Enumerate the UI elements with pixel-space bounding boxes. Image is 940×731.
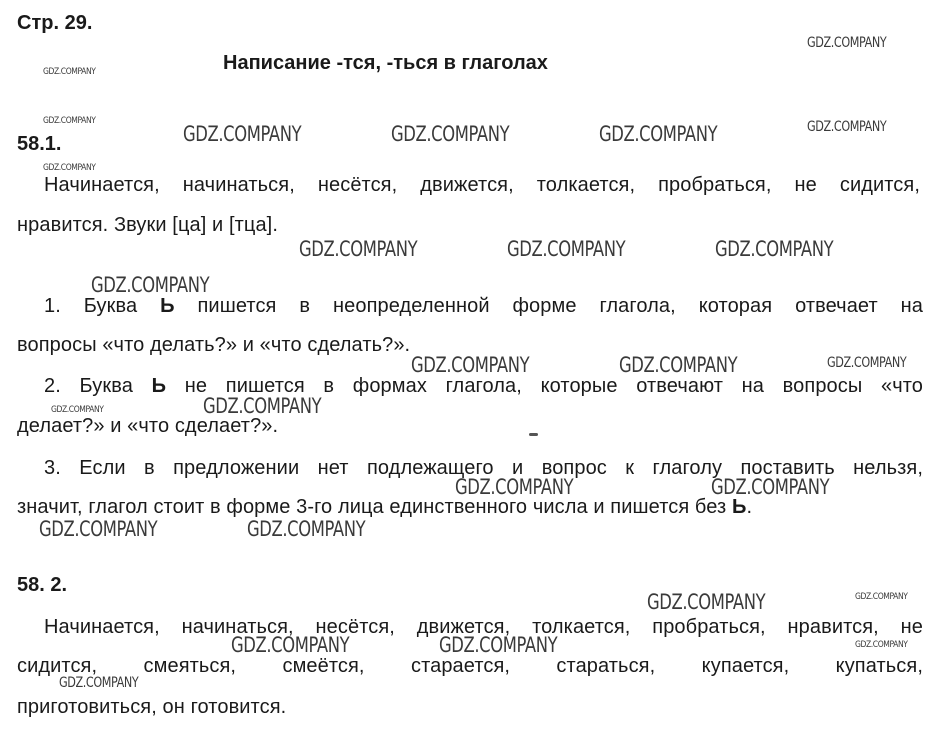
watermark: GDZ.COMPANY <box>807 35 887 51</box>
exercise-number-58-1: 58.1. <box>17 133 62 155</box>
watermark: GDZ.COMPANY <box>43 116 96 126</box>
watermark: GDZ.COMPANY <box>715 237 834 261</box>
rule-2-line-2: делает?» и «что сделает?». <box>17 415 279 437</box>
watermark: GDZ.COMPANY <box>391 122 510 146</box>
rule-1-line-1: 1. Буква Ь пишется в неопределенной форме глагола, которая отвечает на <box>44 295 923 317</box>
watermark: GDZ.COMPANY <box>203 394 322 418</box>
watermark: GDZ.COMPANY <box>183 122 302 146</box>
watermark: GDZ.COMPANY <box>855 592 908 602</box>
rule-3-line-2: значит, глагол стоит в форме 3-го лица единственного числа и пишется без Ь. <box>17 496 753 518</box>
soft-sign-letter: Ь <box>160 295 175 317</box>
watermark: GDZ.COMPANY <box>507 237 626 261</box>
watermark: GDZ.COMPANY <box>647 590 766 614</box>
watermark: GDZ.COMPANY <box>711 475 830 499</box>
watermark: GDZ.COMPANY <box>43 67 96 77</box>
watermark: GDZ.COMPANY <box>231 633 350 657</box>
soft-sign-letter: Ь <box>731 496 747 518</box>
watermark: GDZ.COMPANY <box>619 353 738 377</box>
watermark: GDZ.COMPANY <box>51 405 104 415</box>
page-number: Стр. 29. <box>17 12 93 34</box>
answer-words-line-1: Начинается, начинаться, несётся, движется, толкается, пробраться, не сидится, <box>44 174 920 196</box>
watermark: GDZ.COMPANY <box>43 163 96 173</box>
watermark: GDZ.COMPANY <box>299 237 418 261</box>
watermark: GDZ.COMPANY <box>91 273 210 297</box>
watermark: GDZ.COMPANY <box>855 640 908 650</box>
watermark: GDZ.COMPANY <box>599 122 718 146</box>
answer-2-line-3: приготовиться, он готовится. <box>17 696 287 718</box>
soft-sign-letter: Ь <box>151 375 167 397</box>
watermark: GDZ.COMPANY <box>455 475 574 499</box>
watermark: GDZ.COMPANY <box>39 517 158 541</box>
watermark: GDZ.COMPANY <box>807 119 887 135</box>
watermark: GDZ.COMPANY <box>827 355 907 371</box>
answer-2-line-2: сидится, смеяться, смеётся, старается, стараться, купается, купаться, <box>17 655 923 677</box>
rule-2-line-1: 2. Буква Ь не пишется в формах глагола, которые отвечают на вопросы «что <box>44 375 923 397</box>
watermark: GDZ.COMPANY <box>411 353 530 377</box>
page-title: Написание -тся, -ться в глаголах <box>223 52 548 74</box>
exercise-number-58-2: 58. 2. <box>17 574 68 596</box>
answer-words-line-2: нравится. Звуки [ца] и [тца]. <box>17 214 278 236</box>
watermark: GDZ.COMPANY <box>439 633 558 657</box>
stray-mark <box>529 433 538 436</box>
rule-1-line-2: вопросы «что делать?» и «что сделать?». <box>17 334 411 356</box>
rule-3-line-1: 3. Если в предложении нет подлежащего и вопрос к глаголу поставить нельзя, <box>44 457 923 479</box>
watermark: GDZ.COMPANY <box>247 517 366 541</box>
watermark: GDZ.COMPANY <box>59 675 139 691</box>
answer-2-line-1: Начинается, начинаться, несётся, движется, толкается, пробраться, нравится, не <box>44 616 923 638</box>
